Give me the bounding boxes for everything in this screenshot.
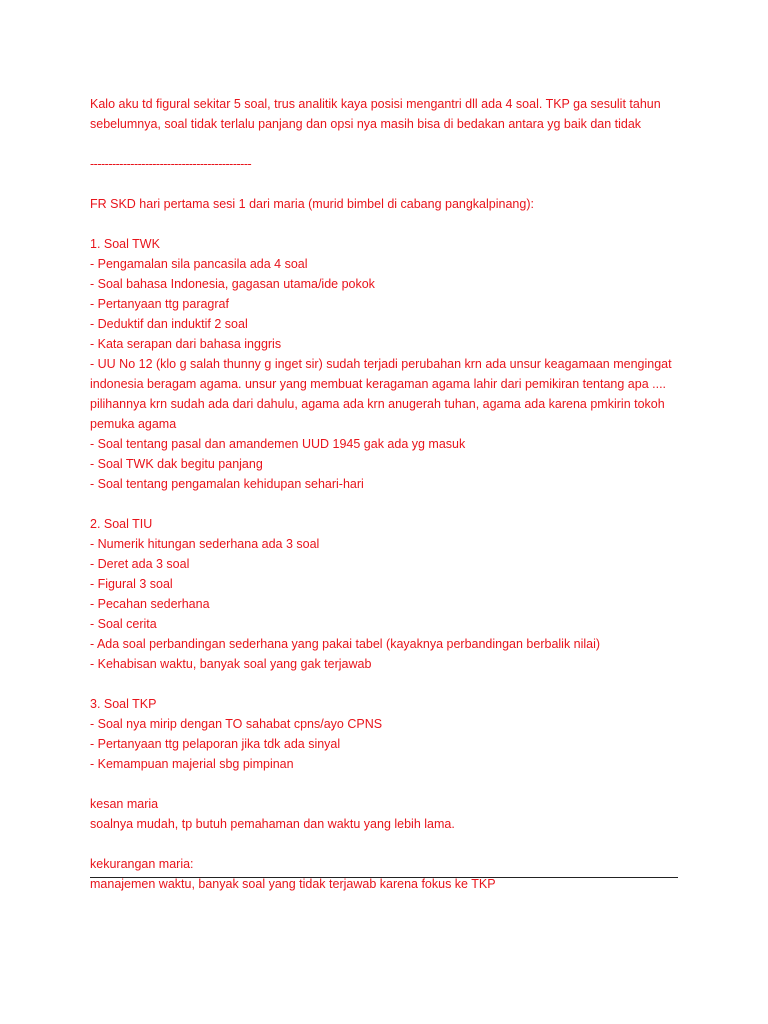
list-item: - Numerik hitungan sederhana ada 3 soal <box>90 537 320 551</box>
spacer <box>90 494 690 514</box>
section-heading: 1. Soal TWK <box>90 237 160 251</box>
list-item: - Soal TWK dak begitu panjang <box>90 457 263 471</box>
list-item: - Kehabisan waktu, banyak soal yang gak terjawab <box>90 657 372 671</box>
section-heading: 3. Soal TKP <box>90 697 157 711</box>
list-item: - Kemampuan majerial sbg pimpinan <box>90 757 294 771</box>
spacer <box>90 834 690 854</box>
shortcoming-text: manajemen waktu, banyak soal yang tidak terjawab karena fokus ke TKP <box>90 877 496 891</box>
list-item-continued: pilihannya krn sudah ada dari dahulu, agama ada krn anugerah tuhan, agama ada karena pmkirin tokoh <box>90 397 665 411</box>
list-item-continued: indonesia beragam agama. unsur yang membuat keragaman agama lahir dari pemikiran tentang apa .... <box>90 377 667 391</box>
spacer <box>90 774 690 794</box>
list-item: - Soal tentang pasal dan amandemen UUD 1945 gak ada yg masuk <box>90 437 466 451</box>
impression-label: kesan maria <box>90 797 159 811</box>
report-title: FR SKD hari pertama sesi 1 dari maria (murid bimbel di cabang pangkalpinang): <box>90 197 534 211</box>
section-twk <box>90 234 690 494</box>
intro-line-2: sebelumnya, soal tidak terlalu panjang dan opsi nya masih bisa di bedakan antara yg baik dan tidak <box>90 117 642 131</box>
impression-block <box>90 794 690 834</box>
list-item: - UU No 12 (klo g salah thunny g inget sir) sudah terjadi perubahan krn ada unsur keagamaan mengingat <box>90 357 672 371</box>
spacer <box>90 174 690 194</box>
list-item: - Soal tentang pengamalan kehidupan sehari-hari <box>90 477 364 491</box>
dashed-divider: -------------------------------------------- <box>90 157 252 171</box>
list-item: - Kata serapan dari bahasa inggris <box>90 337 282 351</box>
list-item-continued: pemuka agama <box>90 417 177 431</box>
shortcoming-block <box>90 854 690 894</box>
list-item: - Pecahan sederhana <box>90 597 210 611</box>
list-item: - Deret ada 3 soal <box>90 557 190 571</box>
intro-line-1: Kalo aku td figural sekitar 5 soal, trus analitik kaya posisi mengantri dll ada 4 soal. TKP ga sesulit tahun <box>90 97 661 111</box>
list-item: - Ada soal perbandingan sederhana yang pakai tabel (kayaknya perbandingan berbalik nilai) <box>90 637 601 651</box>
list-item: - Deduktif dan induktif 2 soal <box>90 317 248 331</box>
list-item: - Soal cerita <box>90 617 157 631</box>
list-item: - Soal bahasa Indonesia, gagasan utama/ide pokok <box>90 277 375 291</box>
list-item: - Pertanyaan ttg pelaporan jika tdk ada sinyal <box>90 737 341 751</box>
spacer <box>90 214 690 234</box>
section-tiu <box>90 514 690 674</box>
section-tkp <box>90 694 690 774</box>
list-item: - Figural 3 soal <box>90 577 173 591</box>
section-heading: 2. Soal TIU <box>90 517 153 531</box>
list-item: - Pertanyaan ttg paragraf <box>90 297 229 311</box>
impression-text: soalnya mudah, tp butuh pemahaman dan waktu yang lebih lama. <box>90 817 455 831</box>
spacer <box>90 674 690 694</box>
list-item: - Soal nya mirip dengan TO sahabat cpns/ayo CPNS <box>90 717 383 731</box>
bottom-rule <box>90 877 678 878</box>
spacer <box>90 134 690 154</box>
list-item: - Pengamalan sila pancasila ada 4 soal <box>90 257 308 271</box>
shortcoming-label: kekurangan maria: <box>90 857 194 871</box>
document-body <box>90 94 690 894</box>
